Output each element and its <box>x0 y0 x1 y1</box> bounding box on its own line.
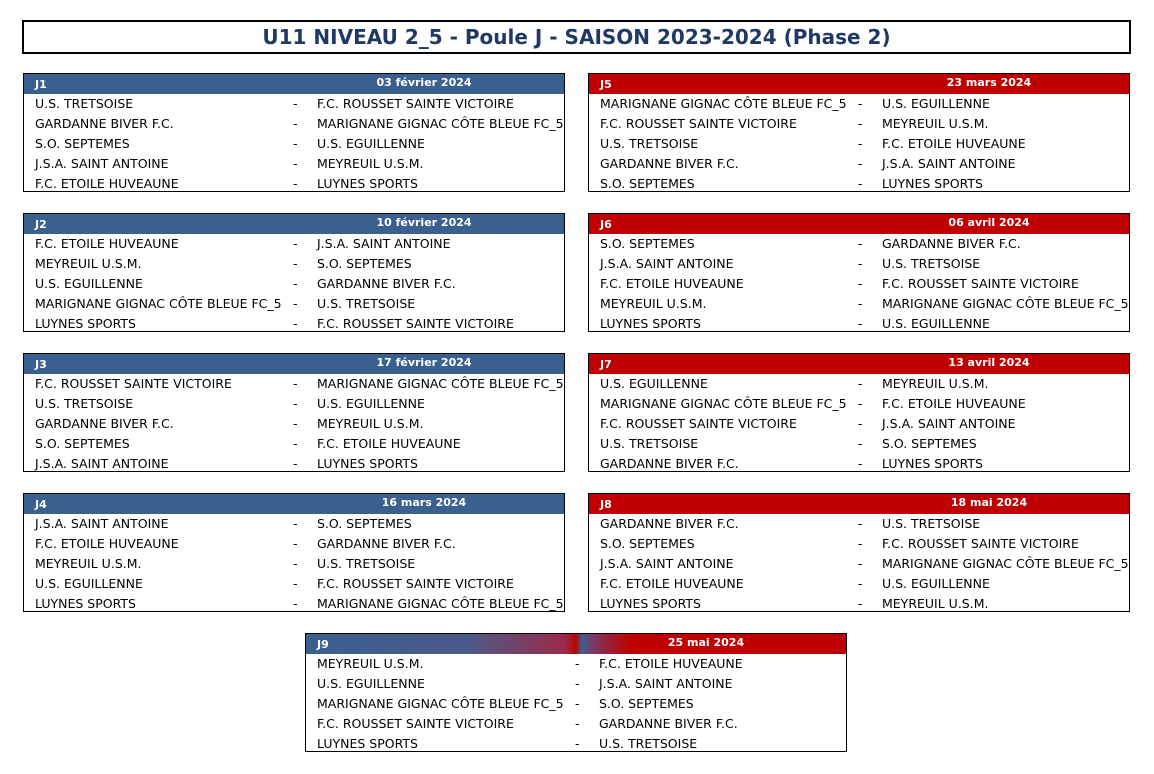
match-separator: - <box>858 596 863 611</box>
match-separator: - <box>293 456 298 471</box>
home-team: GARDANNE BIVER F.C. <box>35 416 174 431</box>
away-team: J.S.A. SAINT ANTOINE <box>882 416 1016 431</box>
match-separator: - <box>858 436 863 451</box>
match-separator: - <box>293 116 298 131</box>
home-team: MARIGNANE GIGNAC CÔTE BLEUE FC_5 <box>600 396 847 411</box>
home-team: GARDANNE BIVER F.C. <box>600 456 739 471</box>
away-team: MARIGNANE GIGNAC CÔTE BLEUE FC_5 <box>882 296 1129 311</box>
home-team: F.C. ETOILE HUVEAUNE <box>600 576 744 591</box>
match-row <box>24 274 564 294</box>
match-row <box>589 274 1129 294</box>
match-row <box>24 454 564 474</box>
home-team: F.C. ROUSSET SAINTE VICTOIRE <box>317 716 514 731</box>
match-row <box>589 134 1129 154</box>
round-j3 <box>23 353 565 472</box>
home-team: J.S.A. SAINT ANTOINE <box>600 256 734 271</box>
match-row <box>24 514 564 534</box>
match-row <box>306 714 846 734</box>
round-date: 06 avril 2024 <box>948 216 1030 229</box>
match-separator: - <box>858 176 863 191</box>
away-team: F.C. ETOILE HUVEAUNE <box>882 396 1026 411</box>
away-team: MEYREUIL U.S.M. <box>882 376 989 391</box>
match-row <box>24 174 564 194</box>
away-team: GARDANNE BIVER F.C. <box>317 276 456 291</box>
match-row <box>24 574 564 594</box>
match-row <box>24 254 564 274</box>
round-date: 03 février 2024 <box>376 76 472 89</box>
match-separator: - <box>293 136 298 151</box>
round-j2 <box>23 213 565 332</box>
match-separator: - <box>858 556 863 571</box>
match-separator: - <box>575 716 580 731</box>
away-team: U.S. TRETSOISE <box>882 256 981 271</box>
round-j5 <box>588 73 1130 192</box>
away-team: F.C. ROUSSET SAINTE VICTOIRE <box>317 576 514 591</box>
match-row <box>24 294 564 314</box>
match-row <box>589 174 1129 194</box>
match-row <box>589 234 1129 254</box>
match-row <box>24 134 564 154</box>
match-separator: - <box>575 736 580 751</box>
round-label: J6 <box>600 218 612 231</box>
home-team: MEYREUIL U.S.M. <box>35 256 142 271</box>
match-row <box>589 514 1129 534</box>
away-team: GARDANNE BIVER F.C. <box>317 536 456 551</box>
match-row <box>24 394 564 414</box>
match-row <box>24 154 564 174</box>
match-row <box>589 114 1129 134</box>
away-team: S.O. SEPTEMES <box>882 436 977 451</box>
away-team: J.S.A. SAINT ANTOINE <box>599 676 733 691</box>
round-label: J2 <box>35 218 47 231</box>
away-team: MEYREUIL U.S.M. <box>882 116 989 131</box>
away-team: MARIGNANE GIGNAC CÔTE BLEUE FC_5 <box>317 116 564 131</box>
away-team: U.S. EGUILLENNE <box>882 316 990 331</box>
round-label: J8 <box>600 498 612 511</box>
home-team: U.S. EGUILLENNE <box>600 376 708 391</box>
away-team: U.S. TRETSOISE <box>599 736 698 751</box>
round-header <box>24 214 564 234</box>
away-team: U.S. EGUILLENNE <box>882 576 990 591</box>
match-separator: - <box>858 156 863 171</box>
away-team: S.O. SEPTEMES <box>317 256 412 271</box>
match-row <box>589 254 1129 274</box>
match-separator: - <box>858 376 863 391</box>
away-team: MARIGNANE GIGNAC CÔTE BLEUE FC_5 <box>317 596 564 611</box>
match-separator: - <box>293 596 298 611</box>
home-team: LUYNES SPORTS <box>317 736 418 751</box>
match-row <box>589 594 1129 614</box>
home-team: F.C. ROUSSET SAINTE VICTOIRE <box>600 416 797 431</box>
match-separator: - <box>858 536 863 551</box>
round-header <box>589 354 1129 374</box>
match-row <box>589 414 1129 434</box>
away-team: LUYNES SPORTS <box>882 176 983 191</box>
home-team: U.S. EGUILLENNE <box>35 276 143 291</box>
round-date: 10 février 2024 <box>376 216 472 229</box>
match-separator: - <box>293 576 298 591</box>
match-row <box>589 154 1129 174</box>
round-header <box>589 214 1129 234</box>
match-row <box>24 114 564 134</box>
round-header <box>24 354 564 374</box>
home-team: F.C. ETOILE HUVEAUNE <box>600 276 744 291</box>
round-label: J9 <box>317 638 329 651</box>
round-j7 <box>588 353 1130 472</box>
home-team: J.S.A. SAINT ANTOINE <box>35 456 169 471</box>
home-team: LUYNES SPORTS <box>600 316 701 331</box>
home-team: S.O. SEPTEMES <box>600 536 695 551</box>
home-team: MEYREUIL U.S.M. <box>35 556 142 571</box>
match-row <box>24 314 564 334</box>
round-j6 <box>588 213 1130 332</box>
match-separator: - <box>858 296 863 311</box>
away-team: J.S.A. SAINT ANTOINE <box>882 156 1016 171</box>
round-label: J4 <box>35 498 47 511</box>
match-separator: - <box>293 176 298 191</box>
round-label: J5 <box>600 78 612 91</box>
home-team: F.C. ROUSSET SAINTE VICTOIRE <box>600 116 797 131</box>
home-team: U.S. TRETSOISE <box>600 436 699 451</box>
match-row <box>306 694 846 714</box>
home-team: F.C. ETOILE HUVEAUNE <box>35 176 179 191</box>
away-team: LUYNES SPORTS <box>882 456 983 471</box>
match-row <box>589 574 1129 594</box>
match-separator: - <box>293 296 298 311</box>
away-team: U.S. TRETSOISE <box>317 296 416 311</box>
match-row <box>589 534 1129 554</box>
match-separator: - <box>858 276 863 291</box>
match-separator: - <box>858 456 863 471</box>
round-date: 23 mars 2024 <box>946 76 1032 89</box>
away-team: F.C. ETOILE HUVEAUNE <box>882 136 1026 151</box>
match-row <box>24 434 564 454</box>
match-separator: - <box>293 256 298 271</box>
home-team: LUYNES SPORTS <box>35 316 136 331</box>
match-separator: - <box>575 696 580 711</box>
match-row <box>24 374 564 394</box>
match-separator: - <box>293 416 298 431</box>
match-separator: - <box>858 516 863 531</box>
round-label: J1 <box>35 78 47 91</box>
round-date: 18 mai 2024 <box>950 496 1028 509</box>
match-row <box>589 314 1129 334</box>
round-date: 16 mars 2024 <box>381 496 467 509</box>
home-team: GARDANNE BIVER F.C. <box>600 516 739 531</box>
round-j8 <box>588 493 1130 612</box>
away-team: S.O. SEPTEMES <box>317 516 412 531</box>
away-team: S.O. SEPTEMES <box>599 696 694 711</box>
round-header <box>589 74 1129 94</box>
away-team: GARDANNE BIVER F.C. <box>599 716 738 731</box>
match-row <box>589 94 1129 114</box>
match-separator: - <box>858 96 863 111</box>
round-header <box>24 74 564 94</box>
home-team: S.O. SEPTEMES <box>35 436 130 451</box>
match-separator: - <box>293 96 298 111</box>
home-team: LUYNES SPORTS <box>35 596 136 611</box>
round-header <box>306 634 846 654</box>
match-separator: - <box>293 396 298 411</box>
round-j9 <box>305 633 847 752</box>
home-team: S.O. SEPTEMES <box>600 236 695 251</box>
home-team: MEYREUIL U.S.M. <box>317 656 424 671</box>
away-team: F.C. ROUSSET SAINTE VICTOIRE <box>317 96 514 111</box>
away-team: MEYREUIL U.S.M. <box>317 156 424 171</box>
home-team: U.S. EGUILLENNE <box>317 676 425 691</box>
match-separator: - <box>293 156 298 171</box>
home-team: F.C. ETOILE HUVEAUNE <box>35 536 179 551</box>
away-team: F.C. ROUSSET SAINTE VICTOIRE <box>317 316 514 331</box>
away-team: MEYREUIL U.S.M. <box>317 416 424 431</box>
home-team: GARDANNE BIVER F.C. <box>600 156 739 171</box>
away-team: GARDANNE BIVER F.C. <box>882 236 1021 251</box>
home-team: MARIGNANE GIGNAC CÔTE BLEUE FC_5 <box>35 296 282 311</box>
round-date: 17 février 2024 <box>376 356 472 369</box>
away-team: MEYREUIL U.S.M. <box>882 596 989 611</box>
away-team: U.S. TRETSOISE <box>882 516 981 531</box>
home-team: S.O. SEPTEMES <box>35 136 130 151</box>
away-team: J.S.A. SAINT ANTOINE <box>317 236 451 251</box>
away-team: F.C. ROUSSET SAINTE VICTOIRE <box>882 276 1079 291</box>
home-team: MEYREUIL U.S.M. <box>600 296 707 311</box>
match-row <box>24 234 564 254</box>
away-team: LUYNES SPORTS <box>317 456 418 471</box>
match-separator: - <box>858 416 863 431</box>
home-team: MARIGNANE GIGNAC CÔTE BLEUE FC_5 <box>600 96 847 111</box>
home-team: MARIGNANE GIGNAC CÔTE BLEUE FC_5 <box>317 696 564 711</box>
home-team: F.C. ROUSSET SAINTE VICTOIRE <box>35 376 232 391</box>
match-separator: - <box>293 316 298 331</box>
match-row <box>589 394 1129 414</box>
round-date: 13 avril 2024 <box>948 356 1030 369</box>
match-row <box>24 594 564 614</box>
match-separator: - <box>858 576 863 591</box>
match-separator: - <box>293 276 298 291</box>
home-team: U.S. TRETSOISE <box>600 136 699 151</box>
home-team: J.S.A. SAINT ANTOINE <box>35 516 169 531</box>
home-team: LUYNES SPORTS <box>600 596 701 611</box>
match-row <box>589 434 1129 454</box>
match-separator: - <box>293 536 298 551</box>
round-j1 <box>23 73 565 192</box>
home-team: U.S. TRETSOISE <box>35 396 134 411</box>
match-separator: - <box>858 136 863 151</box>
match-separator: - <box>293 376 298 391</box>
away-team: LUYNES SPORTS <box>317 176 418 191</box>
home-team: U.S. EGUILLENNE <box>35 576 143 591</box>
away-team: F.C. ROUSSET SAINTE VICTOIRE <box>882 536 1079 551</box>
match-separator: - <box>293 516 298 531</box>
match-separator: - <box>858 116 863 131</box>
match-row <box>589 374 1129 394</box>
match-row <box>24 534 564 554</box>
match-row <box>306 674 846 694</box>
match-row <box>589 294 1129 314</box>
away-team: U.S. EGUILLENNE <box>317 396 425 411</box>
match-separator: - <box>575 656 580 671</box>
match-separator: - <box>858 236 863 251</box>
match-separator: - <box>858 396 863 411</box>
match-row <box>306 734 846 754</box>
match-row <box>24 554 564 574</box>
away-team: U.S. EGUILLENNE <box>317 136 425 151</box>
match-separator: - <box>575 676 580 691</box>
round-j4 <box>23 493 565 612</box>
home-team: GARDANNE BIVER F.C. <box>35 116 174 131</box>
round-header <box>24 494 564 514</box>
away-team: U.S. TRETSOISE <box>317 556 416 571</box>
match-separator: - <box>858 316 863 331</box>
away-team: MARIGNANE GIGNAC CÔTE BLEUE FC_5 <box>317 376 564 391</box>
match-row <box>24 94 564 114</box>
home-team: J.S.A. SAINT ANTOINE <box>35 156 169 171</box>
home-team: F.C. ETOILE HUVEAUNE <box>35 236 179 251</box>
match-separator: - <box>293 556 298 571</box>
round-label: J7 <box>600 358 612 371</box>
match-row <box>589 554 1129 574</box>
away-team: U.S. EGUILLENNE <box>882 96 990 111</box>
page-title: U11 NIVEAU 2_5 - Poule J - SAISON 2023-2024 (Phase 2) <box>22 20 1131 54</box>
match-separator: - <box>858 256 863 271</box>
home-team: U.S. TRETSOISE <box>35 96 134 111</box>
match-row <box>24 414 564 434</box>
match-separator: - <box>293 436 298 451</box>
match-row <box>589 454 1129 474</box>
match-separator: - <box>293 236 298 251</box>
round-date: 25 mai 2024 <box>667 636 745 649</box>
home-team: S.O. SEPTEMES <box>600 176 695 191</box>
away-team: F.C. ETOILE HUVEAUNE <box>317 436 461 451</box>
match-row <box>306 654 846 674</box>
round-header <box>589 494 1129 514</box>
away-team: MARIGNANE GIGNAC CÔTE BLEUE FC_5 <box>882 556 1129 571</box>
home-team: J.S.A. SAINT ANTOINE <box>600 556 734 571</box>
round-label: J3 <box>35 358 47 371</box>
away-team: F.C. ETOILE HUVEAUNE <box>599 656 743 671</box>
